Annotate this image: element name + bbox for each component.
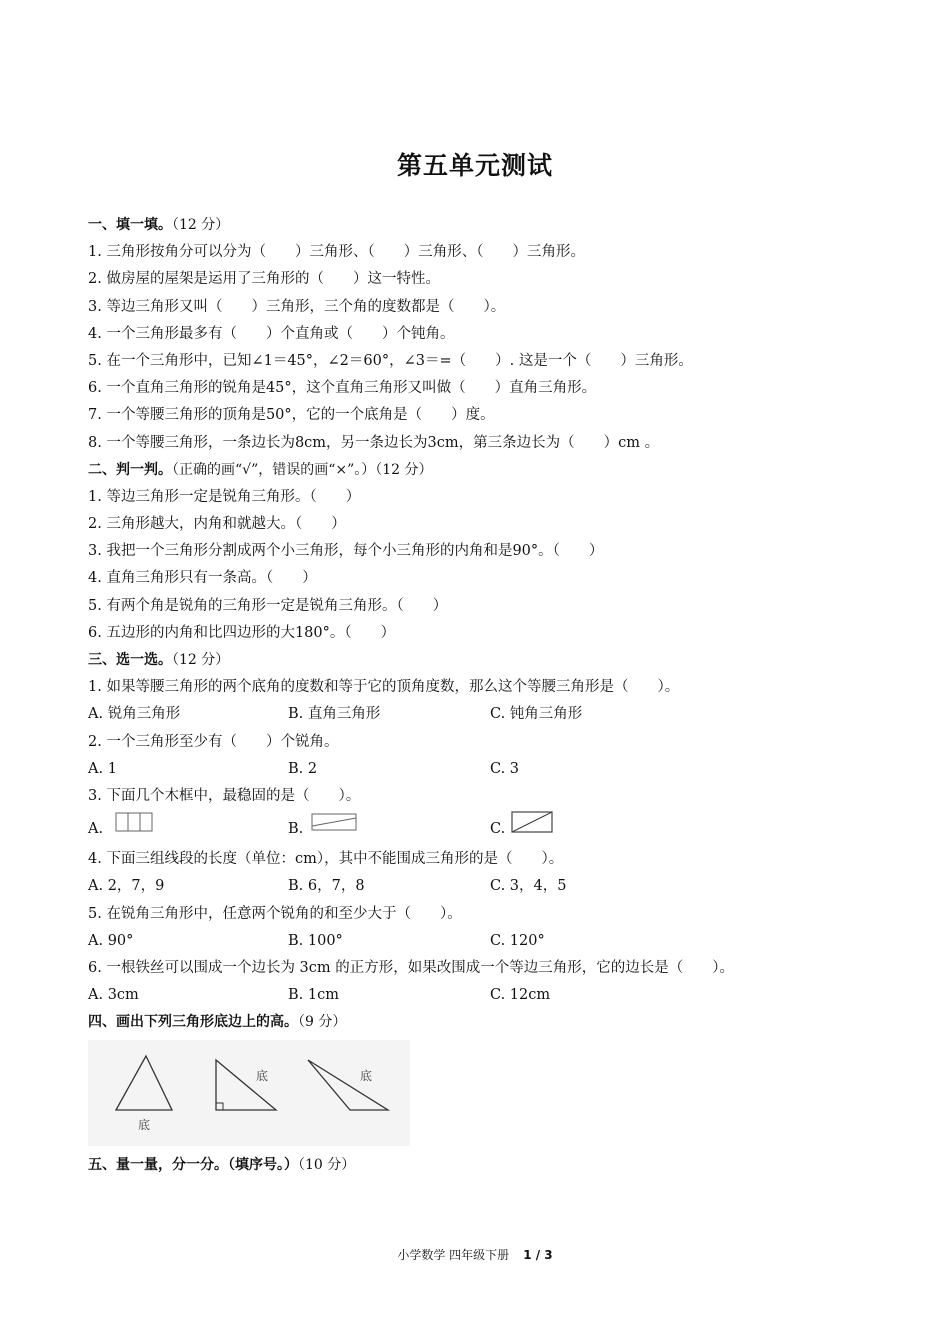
choice-question: 5. 在锐角三角形中，任意两个锐角的和至少大于（ ）。 [88, 905, 462, 922]
parallelogram-frame-icon [308, 811, 360, 833]
section-heading [88, 212, 888, 239]
choice-question: 2. 一个三角形至少有（ ）个锐角。 [88, 733, 339, 750]
triangles-figure [88, 1040, 888, 1146]
choice-options [88, 982, 888, 1009]
option-c: C. 3 [490, 760, 520, 777]
option-b: B. 100° [288, 932, 343, 949]
section-points: （12 分） [172, 652, 230, 668]
section-heading [88, 647, 888, 674]
option-b: B. 2 [288, 760, 318, 777]
section-heading [88, 1009, 888, 1036]
section-heading [88, 457, 888, 484]
option-a: A. 90° [88, 932, 134, 949]
page-footer [0, 1246, 950, 1263]
option-a: A. 3cm [88, 987, 139, 1004]
page-number: 1 / 3 [523, 1248, 553, 1262]
option-c: C. 3，4，5 [490, 878, 567, 895]
section-points: （正确的画“√”，错误的画“×”。）（12 分） [172, 461, 433, 478]
section-heading-text: 五、量一量，分一分。（填序号。） [88, 1157, 298, 1174]
choice-question: 1. 如果等腰三角形的两个底角的度数和等于它的顶角度数，那么这个等腰三角形是（ ）。 [88, 679, 680, 696]
section-points: （12 分） [172, 217, 230, 233]
option-c [490, 812, 690, 846]
fill-item: 1. 三角形按角分可以分为（ ）三角形、（ ）三角形、（ ）三角形。 [88, 244, 585, 261]
section-heading-text: 二、判一判。 [88, 461, 172, 478]
fill-item: 8. 一个等腰三角形，一条边长为8cm，另一条边长为3cm，第三条边长为（ ）cm 。 [88, 434, 660, 451]
fill-item: 7. 一个等腰三角形的顶角是50°，它的一个底角是（ ）度。 [88, 407, 495, 424]
choice-question: 3. 下面几个木框中，最稳固的是（ ）。 [88, 787, 361, 804]
choice-options [88, 756, 888, 783]
fill-item: 5. 在一个三角形中，已知∠1＝45°，∠2＝60°，∠3＝=（ ）. 这是一个（ ）三角形。 [88, 352, 693, 369]
judge-item: 1. 等边三角形一定是锐角三角形。（ ） [88, 488, 361, 505]
option-c: C. 钝角三角形 [490, 706, 583, 723]
fill-item: 2. 做房屋的屋架是运用了三角形的（ ）这一特性。 [88, 271, 440, 288]
section-points: （10 分） [298, 1157, 356, 1174]
worksheet-content [88, 212, 888, 1180]
base-label-3: 底 [360, 1069, 373, 1084]
choice-options [88, 701, 888, 728]
section-heading [88, 1152, 888, 1179]
fill-item: 3. 等边三角形又叫（ ）三角形，三个角的度数都是（ ）。 [88, 298, 506, 315]
judge-item: 2. 三角形越大，内角和就越大。（ ） [88, 516, 346, 533]
fill-item: 4. 一个三角形最多有（ ）个直角或（ ）个钝角。 [88, 325, 455, 342]
judge-item: 5. 有两个角是锐角的三角形一定是锐角三角形。（ ） [88, 597, 448, 614]
page-title: 第五单元测试 [396, 151, 553, 180]
option-a: A. 2，7，9 [88, 878, 165, 895]
choice-options-frames [88, 810, 888, 846]
judge-item: 4. 直角三角形只有一条高。（ ） [88, 570, 317, 587]
braced-frame-icon [510, 810, 554, 834]
footer-text: 小学数学 四年级下册 [397, 1248, 510, 1262]
option-a: A. 锐角三角形 [88, 706, 181, 723]
option-b: B. 直角三角形 [288, 706, 381, 723]
option-a-label: A. [88, 821, 104, 838]
option-b: B. 6，7，8 [288, 878, 365, 895]
choice-options [88, 928, 888, 955]
triangles-drawing [88, 1040, 410, 1146]
judge-item: 3. 我把一个三角形分割成两个小三角形，每个小三角形的内角和是90°。（ ） [88, 543, 604, 560]
choice-question: 6. 一根铁丝可以围成一个边长为 3cm 的正方形，如果改围成一个等边三角形，它的边长是（ ）。 [88, 959, 735, 976]
base-label-1: 底 [138, 1118, 151, 1133]
option-a: A. 1 [88, 760, 117, 777]
choice-question: 4. 下面三组线段的长度（单位：cm），其中不能围成三角形的是（ ）。 [88, 851, 564, 868]
option-c-label: C. [490, 821, 506, 838]
section-heading-text: 四、画出下列三角形底边上的高。 [88, 1014, 298, 1031]
option-a [88, 812, 288, 846]
base-label-2: 底 [256, 1069, 269, 1084]
fill-item: 6. 一个直角三角形的锐角是45°，这个直角三角形又叫做（ ）直角三角形。 [88, 380, 597, 397]
option-c: C. 12cm [490, 987, 551, 1004]
option-b: B. 1cm [288, 987, 339, 1004]
option-c: C. 120° [490, 932, 545, 949]
choice-options [88, 873, 888, 900]
option-b [288, 812, 490, 846]
rectangle-frame-icon [108, 811, 154, 833]
section-heading-text: 一、填一填。 [88, 217, 172, 233]
judge-item: 6. 五边形的内角和比四边形的大180°。（ ） [88, 624, 396, 641]
section-points: （9 分） [298, 1014, 347, 1031]
option-b-label: B. [288, 821, 304, 838]
section-heading-text: 三、选一选。 [88, 652, 172, 668]
